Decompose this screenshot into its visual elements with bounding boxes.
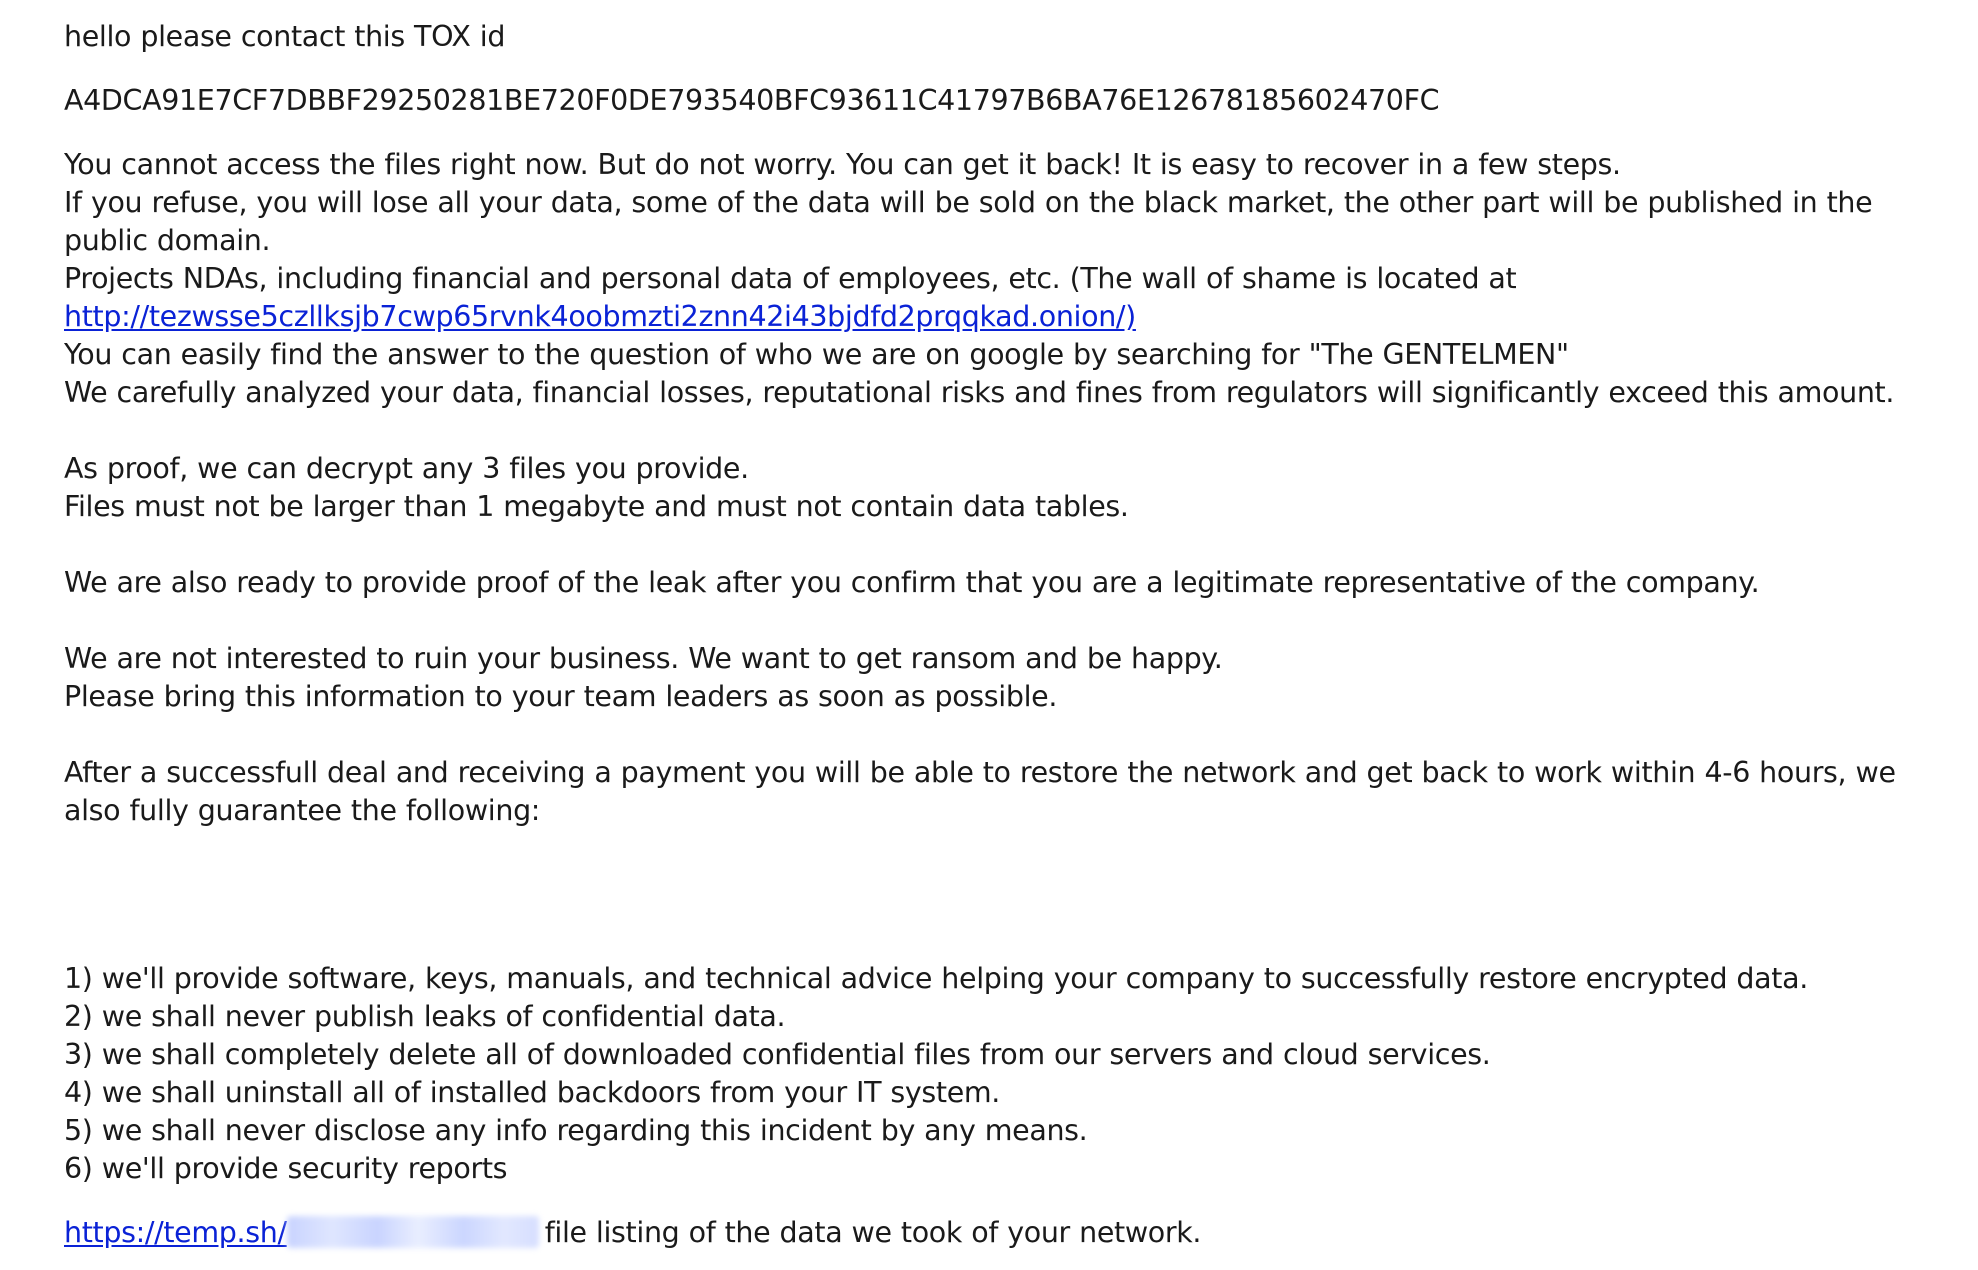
access-line: You cannot access the files right now. But do not worry. You can get it back! It is easy to recover in a few steps. <box>64 148 1621 181</box>
guarantee-item: 1) we'll provide software, keys, manuals, and technical advice helping your company to successfully restore encrypted data. <box>64 962 1808 995</box>
refuse-line: If you refuse, you will lose all your data, some of the data will be sold on the black market, the other part will be published in the public domain. <box>64 186 1873 257</box>
proof-line-1: As proof, we can decrypt any 3 files you provide. <box>64 452 749 485</box>
wall-of-shame-link[interactable]: http://tezwsse5czllksjb7cwp65rvnk4oobmzti2znn42i43bjdfd2prqqkad.onion/) <box>64 300 1136 333</box>
redacted-filename-blur <box>287 1216 539 1248</box>
guarantee-item: 2) we shall never publish leaks of confidential data. <box>64 1000 786 1033</box>
proof-line-2: Files must not be larger than 1 megabyte and must not contain data tables. <box>64 490 1129 523</box>
guarantee-item: 4) we shall uninstall all of installed backdoors from your IT system. <box>64 1076 1001 1109</box>
deal-line: After a successfull deal and receiving a payment you will be able to restore the network and get back to work within 4-6 hours, we also fully guarantee the following: <box>64 756 1896 827</box>
ransom-note <box>64 18 1944 1252</box>
guarantee-item: 6) we'll provide security reports <box>64 1152 508 1185</box>
file-listing-text: file listing of the data we took of your network. <box>544 1216 1202 1249</box>
guarantee-item: 5) we shall never disclose any info regarding this incident by any means. <box>64 1114 1088 1147</box>
ransom-line-1: We are not interested to ruin your business. We want to get ransom and be happy. <box>64 642 1223 675</box>
leak-proof-line: We are also ready to provide proof of the leak after you confirm that you are a legitimate representative of the company. <box>64 566 1760 599</box>
file-listing-line <box>64 1214 1944 1252</box>
ransom-line-2: Please bring this information to your team leaders as soon as possible. <box>64 680 1058 713</box>
analysis-line: We carefully analyzed your data, financial losses, reputational risks and fines from regulators will significantly exceed this amount. <box>64 376 1895 409</box>
file-listing-link[interactable]: https://temp.sh/ <box>64 1216 287 1249</box>
greeting-text: hello please contact this TOX id <box>64 20 506 53</box>
shame-prefix: Projects NDAs, including financial and personal data of employees, etc. (The wall of shame is located at <box>64 262 1517 295</box>
shame-line <box>64 260 1944 336</box>
guarantee-item: 3) we shall completely delete all of downloaded confidential files from our servers and cloud services. <box>64 1038 1491 1071</box>
tox-id-text: A4DCA91E7CF7DBBF29250281BE720F0DE793540BFC93611C41797B6BA76E12678185602470FC <box>64 84 1440 117</box>
who-we-are-line: You can easily find the answer to the question of who we are on google by searching for "The GENTELMEN" <box>64 338 1569 371</box>
